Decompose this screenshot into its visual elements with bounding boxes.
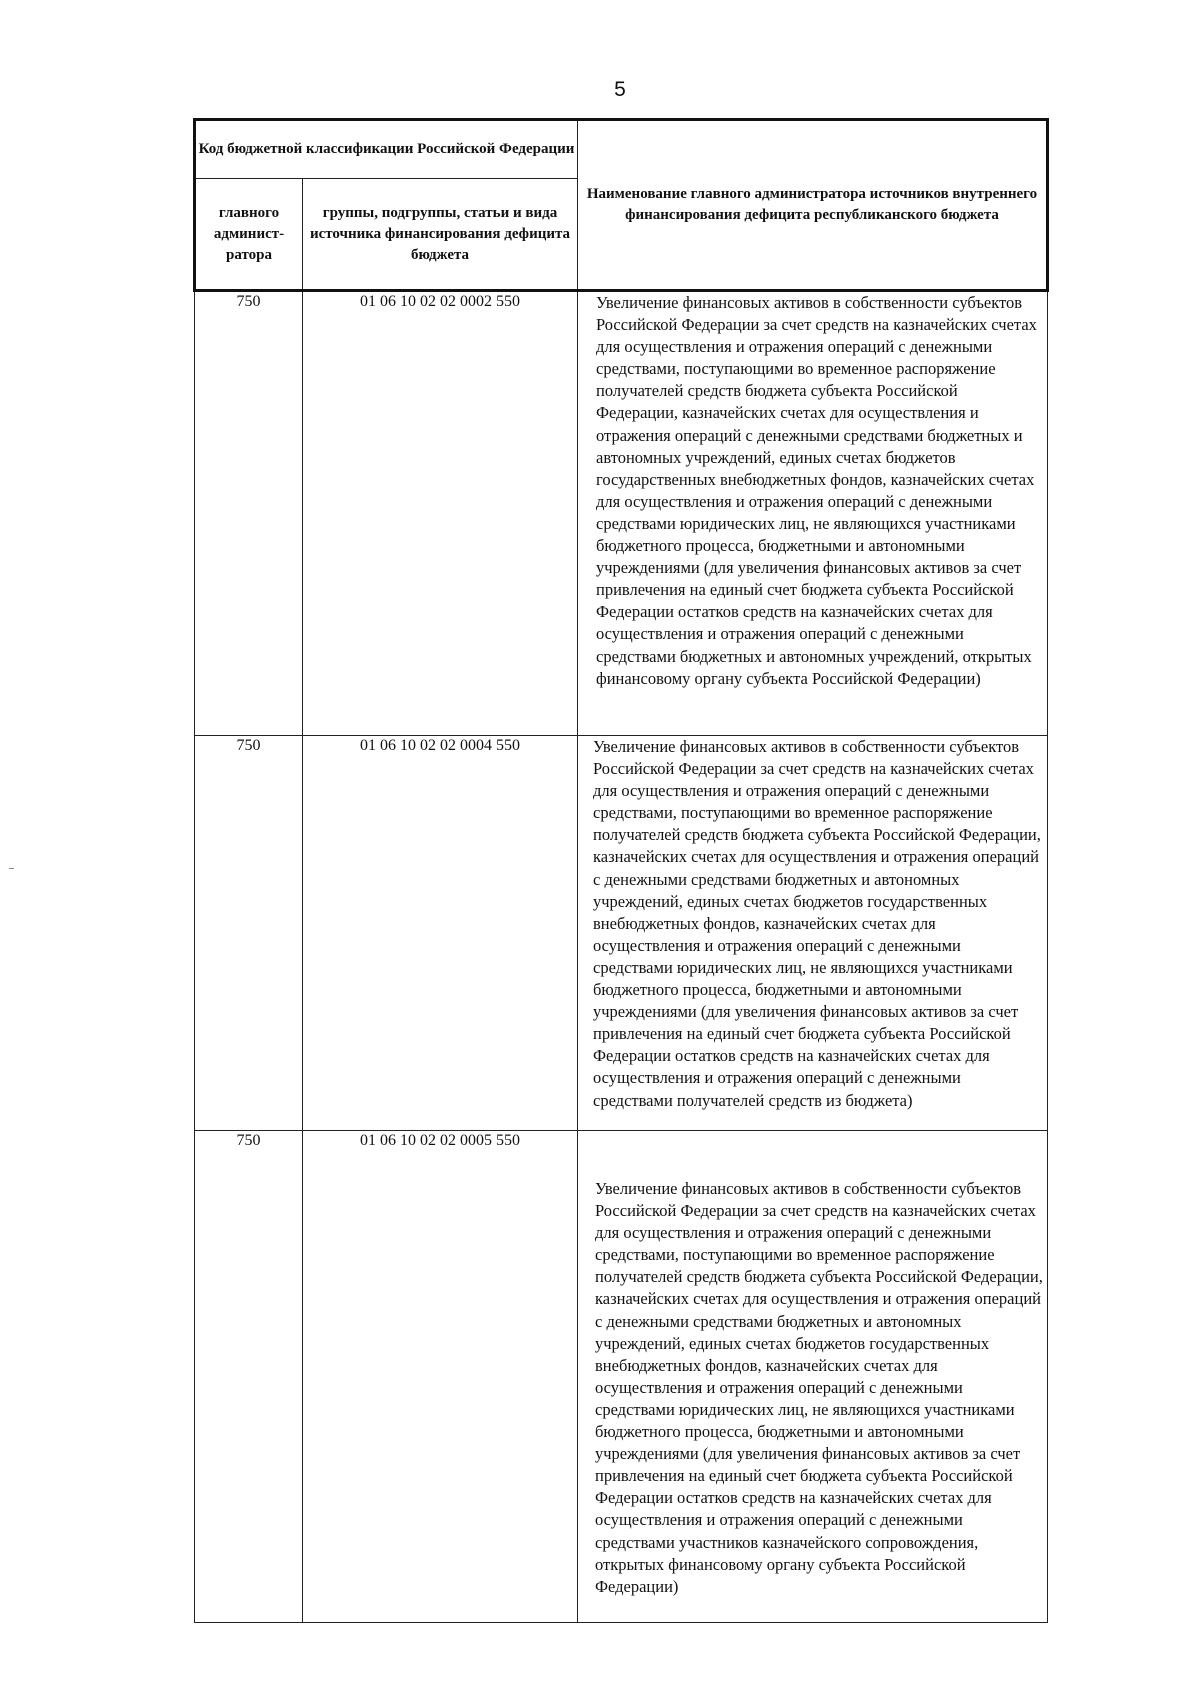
scan-artifact-mark xyxy=(9,868,14,869)
cell-admin-code: 750 xyxy=(195,736,303,1131)
table-row xyxy=(195,736,1048,1131)
cell-description xyxy=(578,291,1048,736)
header-source-code: группы, подгруппы, статьи и вида источника финансирования дефицита бюджета xyxy=(303,179,578,291)
description-text: Увеличение финансовых активов в собственности субъектов Российской Федерации за счет средств на казначейских счетах для осуществления и отражения операций с денежными средствами, поступающими во временное распоряжение получателей средств бюджета субъекта Российской Федерации, казначейских счетах для осуществления и отражения операций с денежными средствами бюджетных и автономных учреждений, единых счетах бюджетов государственных внебюджетных фондов, казначейских счетах для осуществления и отражения операций с денежными средствами юридических лиц, не являющихся участниками бюджетного процесса, бюджетными и автономными учреждениями (для увеличения финансовых активов за счет привлечения на единый счет бюджета субъекта Российской Федерации остатков средств на казначейских счетах для осуществления и отражения операций с денежными средствами участников казначейского сопровождения, открытых финансовому органу субъекта Российской Федерации) xyxy=(595,1179,1043,1596)
cell-description xyxy=(578,736,1048,1131)
table-row xyxy=(195,291,1048,736)
table-row xyxy=(195,1131,1048,1623)
header-main-administrator: главного админист-ратора xyxy=(195,179,303,291)
cell-source-code: 01 06 10 02 02 0002 550 xyxy=(303,291,578,736)
description-text: Увеличение финансовых активов в собственности субъектов Российской Федерации за счет средств на казначейских счетах для осуществления и отражения операций с денежными средствами, поступающими во временное распоряжение получателей средств бюджета субъекта Российской Федерации, казначейских счетах для осуществления и отражения операций с денежными средствами бюджетных и автономных учреждений, единых счетах бюджетов государственных внебюджетных фондов, казначейских счетах для осуществления и отражения операций с денежными средствами юридических лиц, не являющихся участниками бюджетного процесса, бюджетными и автономными учреждениями (для увеличения финансовых активов за счет привлечения на единый счет бюджета субъекта Российской Федерации остатков средств на казначейских счетах для осуществления и отражения операций с денежными средствами бюджетных и автономных учреждений, открытых финансовому органу субъекта Российской Федерации) xyxy=(596,293,1037,688)
description-text: Увеличение финансовых активов в собственности субъектов Российской Федерации за счет средств на казначейских счетах для осуществления и отражения операций с денежными средствами, поступающими во временное распоряжение получателей средств бюджета субъекта Российской Федерации, казначейских счетах для осуществления и отражения операций с денежными средствами бюджетных и автономных учреждений, единых счетах бюджетов государственных внебюджетных фондов, казначейских счетах для осуществления и отражения операций с денежными средствами юридических лиц, не являющихся участниками бюджетного процесса, бюджетными и автономными учреждениями (для увеличения финансовых активов за счет привлечения на единый счет бюджета субъекта Российской Федерации остатков средств на казначейских счетах для осуществления и отражения операций с денежными средствами получателей средств из бюджета) xyxy=(593,737,1041,1110)
page-number: 5 xyxy=(614,78,626,101)
table-header xyxy=(195,120,1048,291)
cell-description xyxy=(578,1131,1048,1623)
cell-source-code: 01 06 10 02 02 0005 550 xyxy=(303,1131,578,1623)
cell-admin-code: 750 xyxy=(195,291,303,736)
cell-source-code: 01 06 10 02 02 0004 550 xyxy=(303,736,578,1131)
header-group-budget-code: Код бюджетной классификации Российской Федерации xyxy=(195,120,578,179)
budget-classification-table xyxy=(193,118,1049,1623)
header-administrator-name: Наименование главного администратора источников внутреннего финансирования дефицита республиканского бюджета xyxy=(578,120,1048,291)
cell-admin-code: 750 xyxy=(195,1131,303,1623)
